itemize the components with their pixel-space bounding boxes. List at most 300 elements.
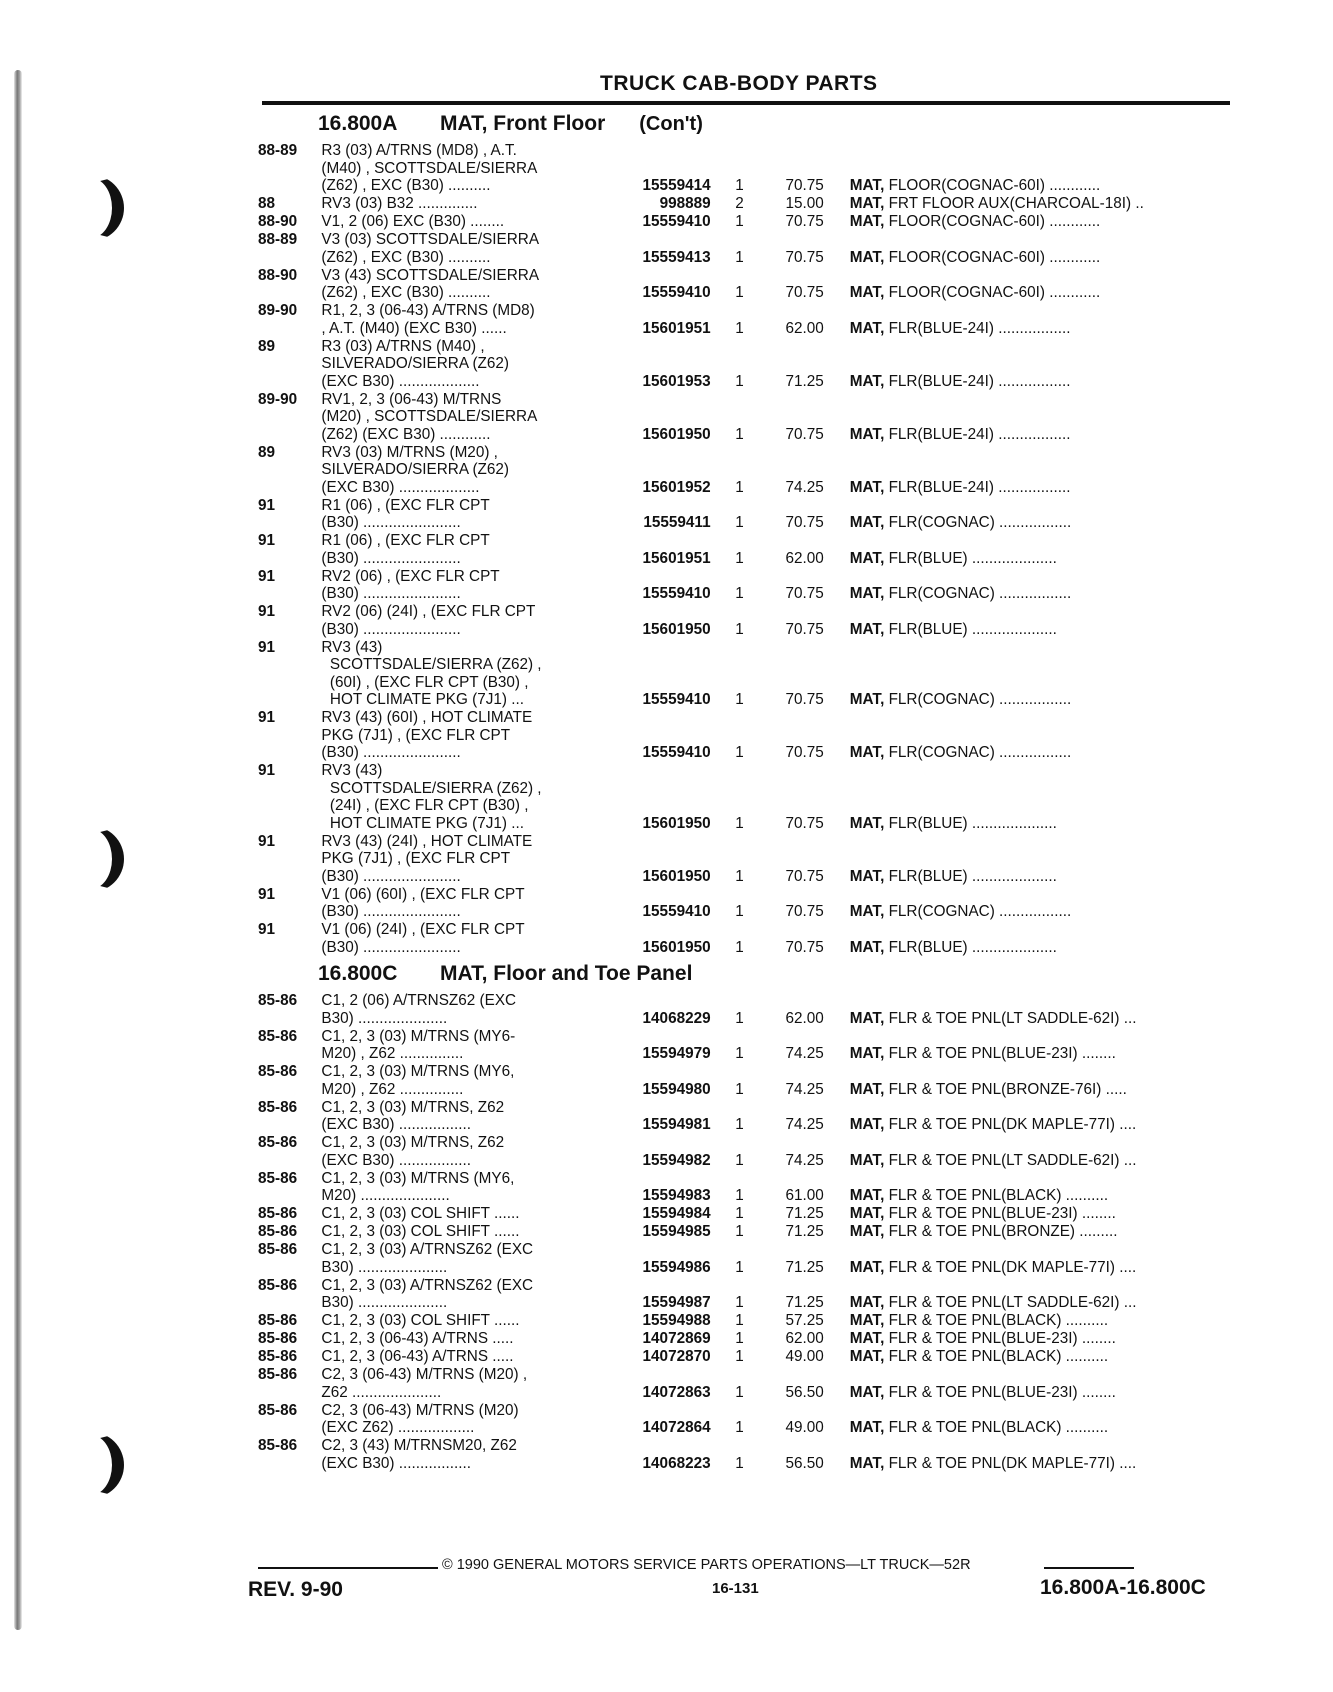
model-years: 89-90 bbox=[258, 302, 298, 319]
model-years: 91 bbox=[258, 762, 276, 779]
parts-row bbox=[258, 231, 1238, 266]
application-description: C1, 2, 3 (03) COL SHIFT ...... bbox=[321, 1312, 520, 1329]
application-description: C2, 3 (06-43) M/TRNS (M20) (EXC Z62) .................. bbox=[321, 1401, 519, 1436]
footer-rule-right bbox=[1044, 1567, 1134, 1569]
parts-row bbox=[258, 1170, 1238, 1205]
part-name-detail: FLR(BLUE) .................... bbox=[884, 867, 1057, 885]
quantity: 1 bbox=[735, 1205, 744, 1222]
model-years: 85-86 bbox=[258, 992, 298, 1009]
price: 70.75 bbox=[785, 938, 824, 956]
model-years: 89 bbox=[258, 443, 276, 461]
model-years: 85-86 bbox=[258, 1366, 298, 1383]
price: 56.50 bbox=[785, 1383, 824, 1401]
parts-row bbox=[258, 1223, 1238, 1241]
price: 62.00 bbox=[785, 1009, 824, 1027]
part-name bbox=[850, 249, 1238, 267]
parts-row bbox=[258, 1348, 1238, 1366]
part-name bbox=[850, 744, 1238, 762]
quantity: 1 bbox=[735, 691, 744, 708]
part-number: 15559414 bbox=[642, 177, 711, 194]
parts-row bbox=[258, 444, 1238, 497]
parts-row bbox=[258, 142, 1238, 195]
part-name-detail: FLR & TOE PNL(BLACK) .......... bbox=[884, 1348, 1109, 1365]
quantity: 1 bbox=[735, 549, 744, 567]
parts-row bbox=[258, 302, 1238, 337]
application-description: R3 (03) A/TRNS (M40) , SILVERADO/SIERRA (Z62) (EXC B30) ................... bbox=[321, 337, 509, 390]
application-description: RV1, 2, 3 (06-43) M/TRNS (M20) , SCOTTSDALE/SIERRA (Z62) (EXC B30) ............ bbox=[321, 390, 538, 443]
parts-listing bbox=[258, 112, 1238, 1473]
part-name bbox=[850, 1223, 1238, 1241]
price: 74.25 bbox=[785, 1045, 824, 1062]
quantity: 1 bbox=[735, 1151, 744, 1169]
price: 74.25 bbox=[785, 1116, 824, 1133]
quantity: 1 bbox=[735, 1294, 744, 1311]
model-years: 91 bbox=[258, 496, 276, 514]
quantity: 1 bbox=[735, 1330, 744, 1347]
part-name-prefix: MAT, bbox=[849, 1223, 885, 1240]
section-name: MAT, Front Floor bbox=[440, 112, 606, 135]
price: 70.75 bbox=[785, 620, 824, 638]
model-years: 88-89 bbox=[258, 231, 298, 248]
continued-label: (Con't) bbox=[639, 113, 703, 135]
price: 70.75 bbox=[785, 213, 824, 230]
part-name bbox=[850, 815, 1238, 833]
part-name-prefix: MAT, bbox=[849, 938, 885, 956]
parts-row bbox=[258, 1241, 1238, 1276]
quantity: 1 bbox=[735, 425, 744, 443]
application-description: C1, 2, 3 (03) M/TRNS (MY6, M20) ..................... bbox=[321, 1169, 515, 1204]
price: 71.25 bbox=[785, 372, 824, 390]
price: 74.25 bbox=[785, 1151, 824, 1169]
section-code: 16.800A bbox=[318, 112, 398, 135]
part-number: 15559410 bbox=[642, 585, 711, 602]
application-description: RV3 (03) M/TRNS (M20) , SILVERADO/SIERRA (Z62) (EXC B30) ................... bbox=[321, 443, 509, 496]
part-name-detail: FLOOR(COGNAC-60I) ............ bbox=[884, 284, 1101, 301]
part-number: 14072870 bbox=[642, 1348, 711, 1365]
price: 15.00 bbox=[785, 195, 824, 212]
parts-row bbox=[258, 762, 1238, 832]
part-name bbox=[850, 903, 1238, 921]
part-name bbox=[850, 177, 1238, 195]
section-code: 16.800C bbox=[318, 962, 398, 985]
part-number: 15601950 bbox=[642, 814, 711, 832]
part-number: 15601950 bbox=[642, 938, 711, 956]
price: 70.75 bbox=[785, 585, 824, 602]
part-name bbox=[850, 514, 1238, 532]
part-name bbox=[850, 1187, 1238, 1205]
section-range: 16.800A-16.800C bbox=[1040, 1576, 1206, 1599]
part-name-prefix: MAT, bbox=[849, 1080, 885, 1098]
part-number: 14068229 bbox=[642, 1009, 711, 1027]
part-name-prefix: MAT, bbox=[849, 195, 885, 212]
parts-row bbox=[258, 1205, 1238, 1223]
part-name-detail: FLR & TOE PNL(BLACK) .......... bbox=[884, 1312, 1109, 1329]
part-name-detail: FLR(BLUE-24I) ................. bbox=[884, 372, 1071, 390]
parts-row bbox=[258, 992, 1238, 1027]
part-name bbox=[850, 939, 1238, 957]
price: 74.25 bbox=[785, 1080, 824, 1098]
application-description: R1, 2, 3 (06-43) A/TRNS (MD8) , A.T. (M40) (EXC B30) ...... bbox=[321, 302, 535, 337]
section-title bbox=[318, 112, 1238, 142]
part-name-detail: FLR(BLUE) .................... bbox=[884, 938, 1057, 956]
quantity: 1 bbox=[735, 1419, 744, 1436]
application-description: RV3 (43) (24I) , HOT CLIMATE PKG (7J1) , (EXC FLR CPT (B30) ....................... bbox=[321, 832, 533, 885]
parts-row bbox=[258, 1402, 1238, 1437]
parts-row bbox=[258, 1134, 1238, 1169]
price: 49.00 bbox=[785, 1348, 824, 1365]
part-name-prefix: MAT, bbox=[849, 903, 885, 920]
model-years: 85-86 bbox=[258, 1027, 298, 1045]
application-description: C1, 2, 3 (03) A/TRNSZ62 (EXC B30) ..................... bbox=[321, 1241, 534, 1276]
part-name-prefix: MAT, bbox=[849, 1205, 885, 1222]
section-title bbox=[318, 962, 1238, 992]
application-description: C1, 2, 3 (03) COL SHIFT ...... bbox=[321, 1205, 520, 1222]
quantity: 1 bbox=[735, 514, 744, 531]
part-name-prefix: MAT, bbox=[849, 867, 885, 885]
quantity: 1 bbox=[735, 620, 744, 638]
part-name-prefix: MAT, bbox=[849, 248, 885, 266]
parts-row bbox=[258, 1099, 1238, 1134]
price: 70.75 bbox=[785, 903, 824, 920]
part-name bbox=[850, 284, 1238, 302]
part-name bbox=[850, 479, 1238, 497]
part-name-prefix: MAT, bbox=[849, 691, 885, 708]
part-number: 15601952 bbox=[642, 478, 711, 496]
application-description: R1 (06) , (EXC FLR CPT (B30) ....................... bbox=[321, 496, 490, 531]
parts-row bbox=[258, 1437, 1238, 1472]
part-name-prefix: MAT, bbox=[849, 549, 885, 567]
price: 71.25 bbox=[785, 1294, 824, 1311]
price: 70.75 bbox=[785, 814, 824, 832]
part-number: 15601953 bbox=[642, 372, 711, 390]
quantity: 1 bbox=[735, 1348, 744, 1365]
parts-row bbox=[258, 921, 1238, 956]
part-number: 15594982 bbox=[642, 1151, 711, 1169]
part-name bbox=[850, 1152, 1238, 1170]
price: 71.25 bbox=[785, 1205, 824, 1222]
quantity: 1 bbox=[735, 177, 744, 194]
part-name bbox=[850, 1419, 1238, 1437]
parts-row bbox=[258, 1312, 1238, 1330]
part-number: 998889 bbox=[659, 195, 711, 212]
model-years: 91 bbox=[258, 638, 276, 656]
application-description: RV3 (43) SCOTTSDALE/SIERRA (Z62) , (24I) , (EXC FLR CPT (B30) , HOT CLIMATE PKG (7J1) ... bbox=[321, 762, 542, 832]
part-name-prefix: MAT, bbox=[849, 177, 885, 194]
model-years: 89 bbox=[258, 337, 276, 355]
part-name bbox=[850, 1259, 1238, 1277]
section-name: MAT, Floor and Toe Panel bbox=[440, 962, 693, 985]
application-description: C1, 2, 3 (03) M/TRNS, Z62 (EXC B30) ................. bbox=[321, 1134, 505, 1169]
application-description: C1, 2, 3 (03) COL SHIFT ...... bbox=[321, 1223, 520, 1240]
part-name-prefix: MAT, bbox=[849, 1454, 885, 1472]
quantity: 1 bbox=[735, 248, 744, 266]
model-years: 85-86 bbox=[258, 1205, 298, 1222]
part-name-detail: FLR(BLUE-24I) ................. bbox=[884, 319, 1071, 337]
model-years: 91 bbox=[258, 532, 276, 549]
part-number: 15594986 bbox=[642, 1258, 711, 1276]
part-name-detail: FLR & TOE PNL(DK MAPLE-77I) .... bbox=[884, 1454, 1137, 1472]
part-number: 15594988 bbox=[642, 1312, 711, 1329]
part-number: 15559411 bbox=[643, 514, 711, 531]
model-years: 89-90 bbox=[258, 390, 298, 408]
price: 70.75 bbox=[785, 867, 824, 885]
model-years: 85-86 bbox=[258, 1223, 298, 1240]
binder-spine-edge bbox=[14, 70, 22, 1630]
part-name-detail: FLOOR(COGNAC-60I) ............ bbox=[884, 213, 1101, 230]
application-description: V1, 2 (06) EXC (B30) ........ bbox=[321, 213, 505, 230]
model-years: 85-86 bbox=[258, 1401, 298, 1419]
part-name-prefix: MAT, bbox=[849, 1187, 885, 1204]
application-description: C1, 2, 3 (06-43) A/TRNS ..... bbox=[321, 1330, 514, 1347]
part-name bbox=[850, 1116, 1238, 1134]
part-name-detail: FLR(BLUE-24I) ................. bbox=[884, 425, 1071, 443]
quantity: 1 bbox=[735, 213, 744, 230]
part-number: 14068223 bbox=[642, 1454, 711, 1472]
part-name bbox=[850, 373, 1238, 391]
part-name-prefix: MAT, bbox=[849, 1151, 885, 1169]
part-number: 15594981 bbox=[642, 1116, 711, 1133]
part-name-prefix: MAT, bbox=[849, 1009, 885, 1027]
price: 70.75 bbox=[785, 514, 824, 531]
part-name-detail: FLR & TOE PNL(BRONZE-76I) ..... bbox=[884, 1080, 1127, 1098]
part-name-detail: FLR(COGNAC) ................. bbox=[884, 585, 1072, 602]
part-name bbox=[850, 1010, 1238, 1028]
application-description: V3 (03) SCOTTSDALE/SIERRA (Z62) , EXC (B30) .......... bbox=[321, 231, 540, 266]
application-description: C1, 2 (06) A/TRNSZ62 (EXC B30) ..................... bbox=[321, 992, 517, 1027]
model-years: 91 bbox=[258, 832, 276, 850]
quantity: 1 bbox=[735, 284, 744, 301]
price: 62.00 bbox=[785, 549, 824, 567]
part-number: 15601951 bbox=[642, 319, 711, 337]
part-name bbox=[850, 621, 1238, 639]
part-name-prefix: MAT, bbox=[849, 1348, 885, 1365]
price: 71.25 bbox=[785, 1223, 824, 1240]
part-number: 15594983 bbox=[642, 1187, 711, 1204]
part-name-detail: FLR(COGNAC) ................. bbox=[884, 514, 1072, 531]
footer-rule-left bbox=[258, 1567, 438, 1569]
part-number: 15594984 bbox=[642, 1205, 711, 1222]
part-name bbox=[850, 691, 1238, 709]
part-name bbox=[850, 1384, 1238, 1402]
part-name-detail: FLR(BLUE) .................... bbox=[884, 620, 1057, 638]
application-description: RV2 (06) (24I) , (EXC FLR CPT (B30) ....................... bbox=[321, 603, 536, 638]
part-number: 15559410 bbox=[642, 903, 711, 920]
part-name-prefix: MAT, bbox=[849, 814, 885, 832]
page-title: TRUCK CAB-BODY PARTS bbox=[600, 72, 878, 95]
application-description: C1, 2, 3 (03) M/TRNS (MY6, M20) , Z62 ............... bbox=[321, 1063, 515, 1098]
part-name-detail: FLR & TOE PNL(BLACK) .......... bbox=[884, 1187, 1109, 1204]
price: 70.75 bbox=[785, 691, 824, 708]
application-description: RV3 (43) SCOTTSDALE/SIERRA (Z62) , (60I) , (EXC FLR CPT (B30) , HOT CLIMATE PKG (7J1) ... bbox=[321, 638, 542, 708]
part-number: 14072863 bbox=[642, 1383, 711, 1401]
part-name bbox=[850, 1045, 1238, 1063]
part-name-detail: FLR & TOE PNL(DK MAPLE-77I) .... bbox=[884, 1116, 1137, 1133]
part-name-detail: FLR(BLUE-24I) ................. bbox=[884, 478, 1071, 496]
part-name-prefix: MAT, bbox=[849, 478, 885, 496]
part-name bbox=[850, 1081, 1238, 1099]
header-rule bbox=[262, 101, 1230, 105]
application-description: RV3 (03) B32 .............. bbox=[321, 195, 478, 212]
part-name bbox=[850, 1330, 1238, 1348]
part-name-detail: FLR(COGNAC) ................. bbox=[884, 903, 1072, 920]
price: 74.25 bbox=[785, 478, 824, 496]
price: 56.50 bbox=[785, 1454, 824, 1472]
quantity: 1 bbox=[735, 1116, 744, 1133]
price: 61.00 bbox=[785, 1187, 824, 1204]
parts-row bbox=[258, 886, 1238, 921]
quantity: 1 bbox=[735, 1312, 744, 1329]
model-years: 85-86 bbox=[258, 1169, 298, 1187]
part-name bbox=[850, 320, 1238, 338]
part-name-prefix: MAT, bbox=[849, 213, 885, 230]
application-description: C1, 2, 3 (03) M/TRNS, Z62 (EXC B30) ................. bbox=[321, 1098, 505, 1133]
application-description: C1, 2, 3 (03) M/TRNS (MY6- M20) , Z62 ............... bbox=[321, 1027, 516, 1062]
part-number: 15601950 bbox=[642, 867, 711, 885]
quantity: 1 bbox=[735, 867, 744, 885]
parts-row bbox=[258, 391, 1238, 444]
model-years: 91 bbox=[258, 921, 276, 938]
page-number: 16-131 bbox=[712, 1580, 759, 1597]
model-years: 85-86 bbox=[258, 1098, 298, 1116]
quantity: 1 bbox=[735, 478, 744, 496]
part-number: 15559410 bbox=[642, 284, 711, 301]
part-name-prefix: MAT, bbox=[849, 1116, 885, 1133]
part-name-prefix: MAT, bbox=[849, 372, 885, 390]
model-years: 85-86 bbox=[258, 1134, 298, 1151]
application-description: C1, 2, 3 (06-43) A/TRNS ..... bbox=[321, 1348, 514, 1365]
part-name bbox=[850, 195, 1238, 213]
quantity: 1 bbox=[735, 1187, 744, 1204]
part-name-detail: FLR & TOE PNL(LT SADDLE-62I) ... bbox=[884, 1009, 1137, 1027]
parts-row bbox=[258, 1028, 1238, 1063]
model-years: 85-86 bbox=[258, 1276, 298, 1294]
part-name-prefix: MAT, bbox=[849, 1258, 885, 1276]
part-name-detail: FLOOR(COGNAC-60I) ............ bbox=[884, 177, 1101, 194]
part-name-prefix: MAT, bbox=[849, 585, 885, 602]
application-description: R1 (06) , (EXC FLR CPT (B30) ....................... bbox=[321, 532, 490, 567]
part-name-detail: FLR(COGNAC) ................. bbox=[884, 744, 1072, 761]
binder-hole-mark bbox=[78, 1432, 124, 1498]
part-name-prefix: MAT, bbox=[849, 744, 885, 761]
price: 62.00 bbox=[785, 1330, 824, 1347]
parts-row bbox=[258, 1063, 1238, 1098]
parts-row bbox=[258, 532, 1238, 567]
price: 57.25 bbox=[785, 1312, 824, 1329]
part-name-prefix: MAT, bbox=[849, 319, 885, 337]
part-name bbox=[850, 1205, 1238, 1223]
revision-label: REV. 9-90 bbox=[248, 1578, 343, 1601]
part-number: 15601950 bbox=[642, 425, 711, 443]
quantity: 1 bbox=[735, 1258, 744, 1276]
application-description: C2, 3 (06-43) M/TRNS (M20) , Z62 ..................... bbox=[321, 1366, 528, 1401]
model-years: 88-90 bbox=[258, 213, 298, 230]
part-number: 15594987 bbox=[642, 1294, 711, 1311]
parts-row bbox=[258, 833, 1238, 886]
price: 71.25 bbox=[785, 1258, 824, 1276]
part-number: 15559410 bbox=[642, 744, 711, 761]
price: 70.75 bbox=[785, 744, 824, 761]
part-name-prefix: MAT, bbox=[849, 1419, 885, 1436]
parts-row bbox=[258, 603, 1238, 638]
application-description: RV3 (43) (60I) , HOT CLIMATE PKG (7J1) , (EXC FLR CPT (B30) ....................... bbox=[321, 709, 533, 761]
model-years: 88-90 bbox=[258, 266, 298, 284]
part-name-detail: FLR & TOE PNL(BRONZE) ......... bbox=[884, 1223, 1118, 1240]
part-number: 14072869 bbox=[642, 1330, 711, 1347]
part-name-detail: FLR & TOE PNL(LT SADDLE-62I) ... bbox=[884, 1294, 1137, 1311]
parts-row bbox=[258, 1277, 1238, 1312]
part-name bbox=[850, 868, 1238, 886]
parts-row bbox=[258, 195, 1238, 213]
quantity: 1 bbox=[735, 814, 744, 832]
quantity: 1 bbox=[735, 372, 744, 390]
price: 70.75 bbox=[785, 284, 824, 301]
model-years: 91 bbox=[258, 603, 276, 620]
part-name-prefix: MAT, bbox=[849, 1330, 885, 1347]
model-years: 85-86 bbox=[258, 1063, 298, 1080]
model-years: 85-86 bbox=[258, 1241, 298, 1258]
parts-row bbox=[258, 639, 1238, 709]
quantity: 1 bbox=[735, 1009, 744, 1027]
part-name-detail: FLR & TOE PNL(BLUE-23I) ........ bbox=[884, 1330, 1116, 1347]
quantity: 1 bbox=[735, 1045, 744, 1062]
quantity: 1 bbox=[735, 1454, 744, 1472]
part-name bbox=[850, 585, 1238, 603]
part-name-prefix: MAT, bbox=[849, 425, 885, 443]
part-name bbox=[850, 1294, 1238, 1312]
application-description: RV2 (06) , (EXC FLR CPT (B30) ....................... bbox=[321, 567, 500, 602]
parts-row bbox=[258, 497, 1238, 532]
model-years: 91 bbox=[258, 567, 276, 585]
part-name-prefix: MAT, bbox=[849, 284, 885, 301]
part-name-detail: FLR & TOE PNL(BLUE-23I) ........ bbox=[884, 1205, 1116, 1222]
model-years: 88-89 bbox=[258, 142, 298, 159]
binder-hole-mark bbox=[78, 175, 124, 241]
model-years: 88 bbox=[258, 195, 276, 212]
price: 62.00 bbox=[785, 319, 824, 337]
part-name bbox=[850, 213, 1238, 231]
model-years: 85-86 bbox=[258, 1330, 298, 1347]
part-name-detail: FLR(BLUE) .................... bbox=[884, 814, 1057, 832]
quantity: 1 bbox=[735, 903, 744, 920]
binder-hole-mark bbox=[78, 826, 124, 892]
application-description: C2, 3 (43) M/TRNSM20, Z62 (EXC B30) ................. bbox=[321, 1437, 517, 1472]
application-description: V1 (06) (60I) , (EXC FLR CPT (B30) ....................... bbox=[321, 885, 525, 920]
parts-row bbox=[258, 568, 1238, 603]
part-number: 15559410 bbox=[642, 691, 711, 708]
price: 70.75 bbox=[785, 248, 824, 266]
part-name-detail: FLR(BLUE) .................... bbox=[884, 549, 1057, 567]
quantity: 1 bbox=[735, 585, 744, 602]
model-years: 85-86 bbox=[258, 1348, 298, 1365]
part-name-detail: FLR & TOE PNL(BLACK) .......... bbox=[884, 1419, 1109, 1436]
application-description: V1 (06) (24I) , (EXC FLR CPT (B30) ....................... bbox=[321, 921, 525, 956]
part-number: 15594980 bbox=[642, 1080, 711, 1098]
part-number: 15601950 bbox=[642, 620, 711, 638]
part-name-detail: FLR & TOE PNL(DK MAPLE-77I) .... bbox=[884, 1258, 1137, 1276]
part-name bbox=[850, 1455, 1238, 1473]
part-name-detail: FLR & TOE PNL(BLUE-23I) ........ bbox=[884, 1383, 1116, 1401]
part-number: 15594985 bbox=[642, 1223, 711, 1240]
part-name-prefix: MAT, bbox=[849, 514, 885, 531]
part-name-detail: FRT FLOOR AUX(CHARCOAL-18I) .. bbox=[884, 195, 1144, 212]
part-name-prefix: MAT, bbox=[849, 1312, 885, 1329]
part-name-prefix: MAT, bbox=[849, 1045, 885, 1062]
price: 70.75 bbox=[785, 425, 824, 443]
part-name-prefix: MAT, bbox=[849, 1294, 885, 1311]
part-number: 14072864 bbox=[642, 1419, 711, 1436]
quantity: 1 bbox=[735, 938, 744, 956]
part-number: 15559413 bbox=[642, 248, 711, 266]
